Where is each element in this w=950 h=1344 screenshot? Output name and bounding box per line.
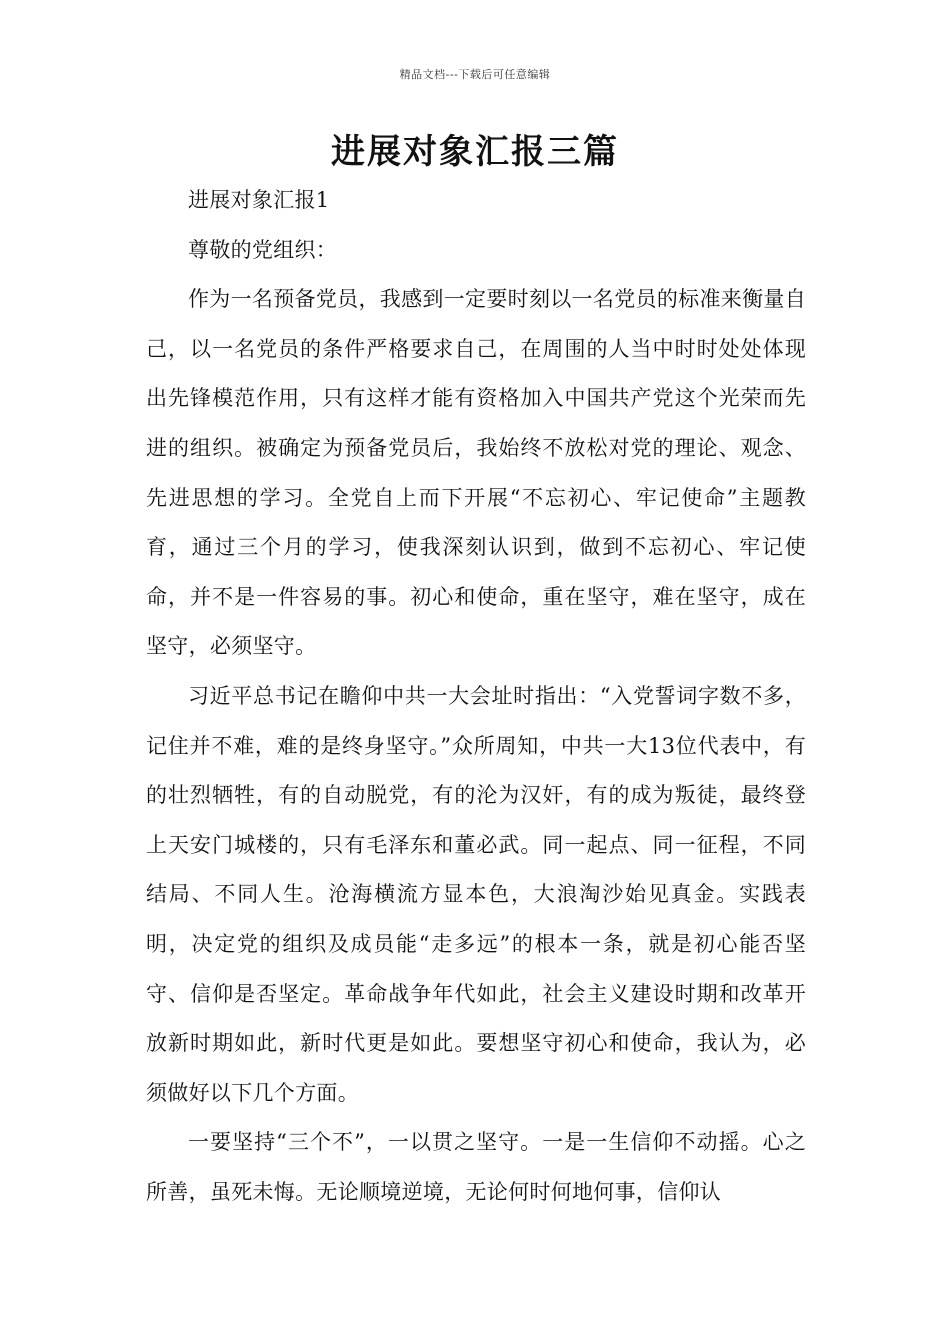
salutation: 尊敬的党组织： bbox=[188, 237, 338, 262]
header-note: 精品文档---下载后可任意编辑 bbox=[399, 68, 551, 81]
body-paragraph: 一要坚持“三个不”，一以贯之坚守。一是一生信仰不动摇。心之所善，虽死未悔。无论顺境逆境，无论何时何地何事，信仰认 bbox=[146, 1130, 806, 1204]
section-heading: 进展对象汇报1 bbox=[188, 188, 330, 212]
body-paragraph: 作为一名预备党员，我感到一定要时刻以一名党员的标准来衡量自己，以一名党员的条件严格要求自己，在周围的人当中时时处处体现出先锋模范作用，只有这样才能有资格加入中国共产党这个光荣而先进的组织。被确定为预备党员后，我始终不放松对党的理论、观念、先进思想的学习。全党自上而下开展“不忘初心、牢记使命”主题教育，通过三个月的学习，使我深刻认识到，做到不忘初心、牢记使命，并不是一件容易的事。初心和使命，重在坚守，难在坚守，成在坚守，必须坚守。 bbox=[146, 287, 806, 659]
body-paragraph: 习近平总书记在瞻仰中共一大会址时指出：“入党誓词字数不多，记住并不难，难的是终身坚守。”众所周知，中共一大13位代表中，有的壮烈牺牲，有的自动脱党，有的沦为汉奸，有的成为叛徒，最终登上天安门城楼的，只有毛泽东和董必武。同一起点、同一征程，不同结局、不同人生。沧海横流方显本色，大浪淘沙始见真金。实践表明，决定党的组织及成员能“走多远”的根本一条，就是初心能否坚守、信仰是否坚定。革命战争年代如此，社会主义建设时期和改革开放新时期如此，新时代更是如此。要想坚守初心和使命，我认为，必须做好以下几个方面。 bbox=[146, 683, 806, 1105]
document-body bbox=[146, 176, 806, 1217]
document-title: 进展对象汇报三篇 bbox=[331, 132, 619, 172]
